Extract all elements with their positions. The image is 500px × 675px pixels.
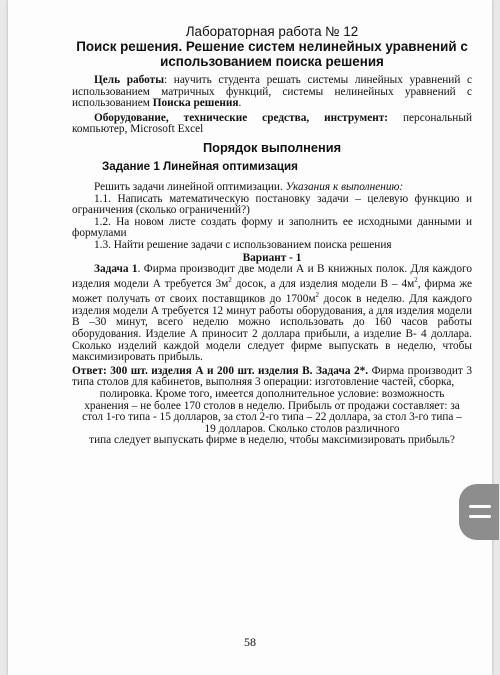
lab-subtitle-line2: использованием поиска решения xyxy=(160,54,384,69)
problem2-start: Фирма производит 3 типа столов для кабинетов, выполняя 3 операции: изготовление частей, сборка, xyxy=(72,364,472,389)
task1-intro-text: Решить задачи линейной оптимизации. xyxy=(94,180,286,193)
equipment-text: персональный компьютер, Microsoft Excel xyxy=(72,111,472,136)
problem1-label: Задача 1 xyxy=(94,262,138,275)
goal-text: : научить студента решать системы линейных уравнений с использованием матричных функций, системы нелинейных уравнений с использованием xyxy=(72,74,472,110)
problem2-line: полировка. Кроме того, имеется дополнительное условие: возможность xyxy=(99,388,445,400)
goal-label: Цель работы xyxy=(94,74,165,86)
goal-end: . xyxy=(238,97,242,110)
task1-step3: 1.3. Найти решение задачи с использованием поиска решения xyxy=(94,238,392,251)
equipment-label: Оборудование, технические средства, инструмент: xyxy=(94,111,389,124)
menu-toggle-button[interactable] xyxy=(459,484,499,540)
goal-bold-tail: Поиска решения xyxy=(152,97,239,110)
answer-text: Ответ: 300 шт. изделия А и 200 шт. изделия В. Задача 2*. xyxy=(72,364,369,377)
problem1-paragraph xyxy=(72,264,472,364)
problem1-sup2: 2 xyxy=(414,276,418,285)
task1-step2: 1.2. На новом листе создать форму и заполнить ее исходными данными и формулами xyxy=(72,215,472,240)
page-content xyxy=(72,24,472,447)
task1-step1: 1.1. Написать математическую постановку задачи – целевую функцию и ограничения (сколько ограничений?) xyxy=(72,192,472,217)
document-page xyxy=(8,0,492,675)
answer-paragraph xyxy=(72,366,472,389)
problem1-sup3: 2 xyxy=(315,291,320,300)
problem1-part1: . Фирма производит две модели А и В книжных полок. Для каждого изделия модели А требуется 3м xyxy=(72,262,473,290)
problem2-line: типа следует выпускать фирме в неделю, чтобы максимизировать прибыль? xyxy=(89,434,455,447)
variant-title: Вариант - 1 xyxy=(242,251,302,264)
problem1-part2: досок, а для изделия модели В – 4м xyxy=(231,277,415,290)
goal-paragraph xyxy=(72,75,472,110)
problem2-line: хранения – не более 170 столов в неделю. Прибыль от продажи составляет: за xyxy=(84,399,460,412)
page-number: 58 xyxy=(244,635,256,649)
problem1-sup1: 2 xyxy=(228,276,232,285)
problem2-line: стол 1-го типа - 15 долларов, за стол 2-го типа – 22 доллара, за стол 3-го типа – xyxy=(82,411,462,424)
problem2-body xyxy=(72,389,472,447)
section-title: Порядок выполнения xyxy=(202,139,342,155)
task1-intro xyxy=(72,182,472,194)
equipment-paragraph xyxy=(72,113,472,136)
problem2-line: 19 долларов. Сколько столов различного xyxy=(204,422,400,435)
lab-subtitle-line1: Поиск решения. Решение систем нелинейных уравнений с xyxy=(76,39,468,54)
lab-title: Лабораторная работа № 12 xyxy=(185,24,359,39)
task1-title: Задание 1 Линейная оптимизация xyxy=(102,159,298,173)
problem1-part4: досок в неделю. Для каждого изделия модели А требуется 12 минут работы оборудования, а для изделия модели В –30 минут, всего неделю можно использовать до 160 часов работы оборудования. Изделие А приносит 2 доллара прибыли, а изделие В- 4 доллара. Сколько изделий каждой модели следует фирме выпускать в неделю, чтобы максимизировать прибыль. xyxy=(72,293,473,364)
problem1-part3: , фирма же может получать от своих поставщиков до 1700м xyxy=(72,277,473,306)
task1-intro-italic: Указания к выполнению: xyxy=(285,180,404,193)
